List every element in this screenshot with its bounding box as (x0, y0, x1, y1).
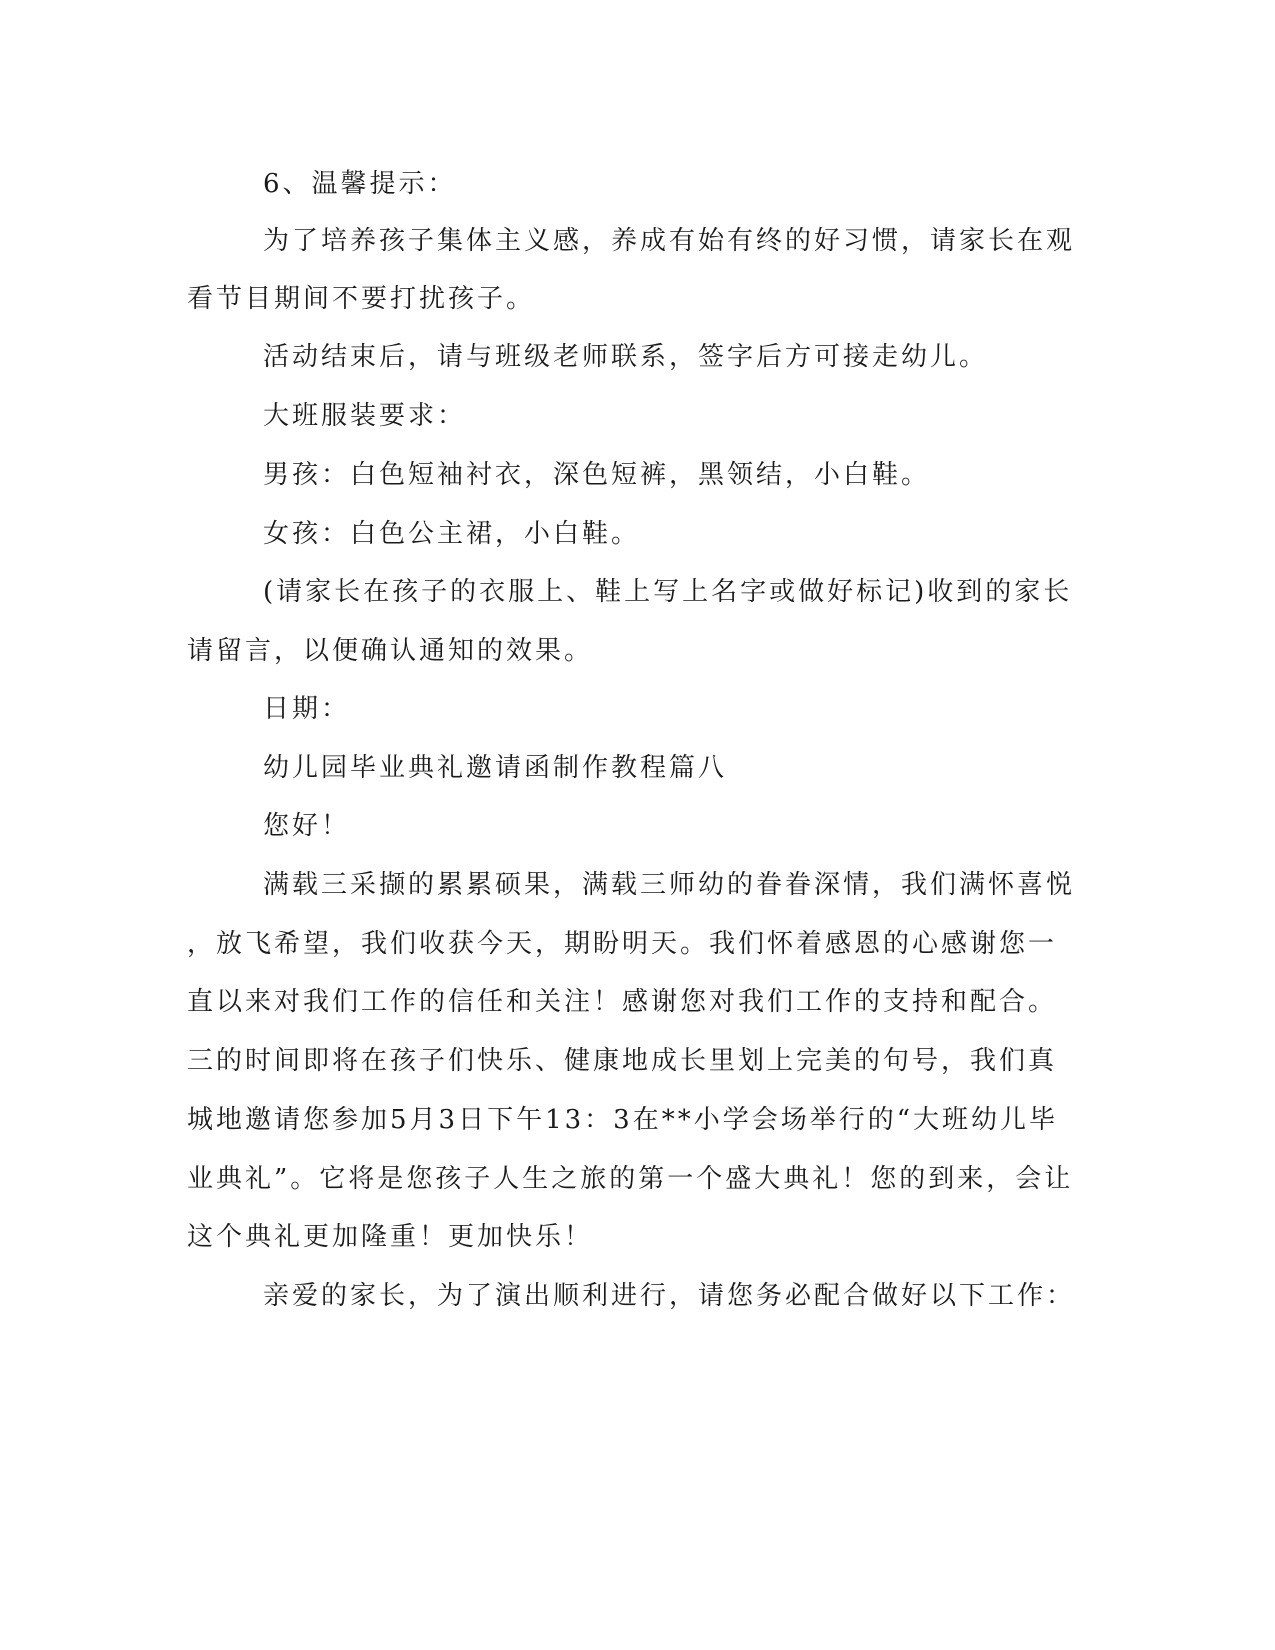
greeting: 您好！ (263, 811, 351, 841)
paragraph-line: 这个典礼更加隆重！更加快乐！ (187, 1222, 594, 1252)
paragraph-line: 满载三采撷的累累硕果，满载三师幼的眷眷深情，我们满怀喜悦 (263, 870, 1076, 900)
paragraph-line: 业典礼”。它将是您孩子人生之旅的第一个盛大典礼！您的到来，会让 (187, 1164, 1074, 1194)
paragraph-line: 直以来对我们工作的信任和关注！感谢您对我们工作的支持和配合。 (187, 987, 1058, 1017)
paragraph-line: (请家长在孩子的衣服上、鞋上写上名字或做好标记)收到的家长 (263, 577, 1073, 607)
paragraph-line: 看节目期间不要打扰孩子。 (187, 284, 536, 314)
dress-code-heading: 大班服装要求： (263, 401, 467, 431)
tip-heading: 6、温馨提示： (263, 169, 457, 199)
paragraph-line: 亲爱的家长，为了演出顺利进行，请您务必配合做好以下工作： (263, 1281, 1076, 1311)
paragraph-line: 男孩：白色短袖衬衣，深色短裤，黑领结，小白鞋。 (263, 460, 931, 490)
paragraph-line: ，放飞希望，我们收获今天，期盼明天。我们怀着感恩的心感谢您一 (187, 929, 1058, 959)
paragraph-line: 活动结束后，请与班级老师联系，签字后方可接走幼儿。 (263, 342, 989, 372)
date-label: 日期： (263, 694, 351, 724)
paragraph-line: 为了培养孩子集体主义感，养成有始有终的好习惯，请家长在观 (263, 226, 1076, 256)
paragraph-line: 城地邀请您参加5月3日下午13：3在**小学会场举行的“大班幼儿毕 (187, 1105, 1059, 1135)
paragraph-line: 请留言，以便确认通知的效果。 (187, 636, 594, 666)
paragraph-line: 女孩：白色公主裙，小白鞋。 (263, 519, 641, 549)
paragraph-line: 三的时间即将在孩子们快乐、健康地成长里划上完美的句号，我们真 (187, 1046, 1058, 1076)
section-title: 幼儿园毕业典礼邀请函制作教程篇八 (263, 753, 728, 783)
